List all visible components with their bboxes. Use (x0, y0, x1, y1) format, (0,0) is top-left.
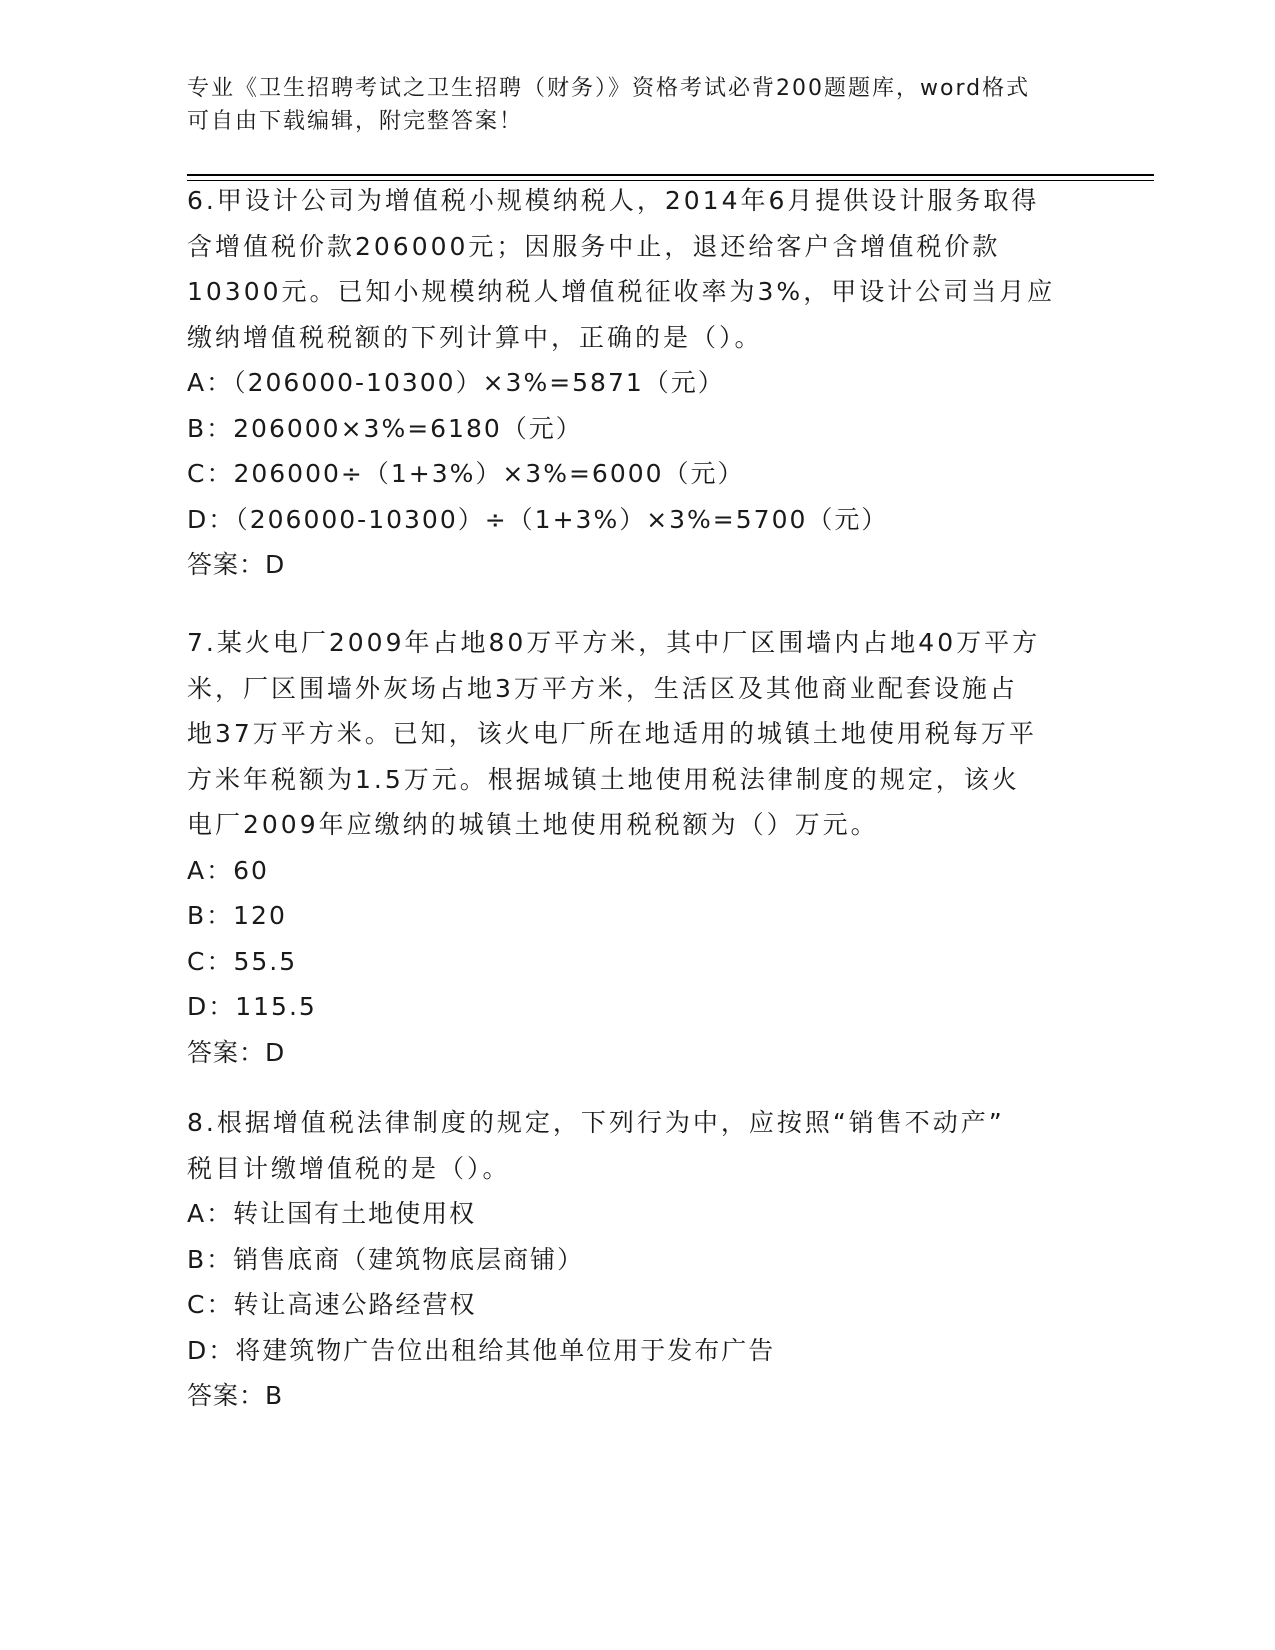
question-text-line: 税目计缴增值税的是（）。 (187, 1153, 511, 1183)
question-text-line: 电厂2009年应缴纳的城镇土地使用税税额为（）万元。 (187, 810, 879, 839)
option-d: D：115.5 (187, 992, 317, 1021)
header-divider-thick (187, 174, 1154, 176)
option-c: C：转让高速公路经营权 (187, 1290, 477, 1319)
question-6 (187, 178, 1087, 588)
option-b: B：120 (187, 901, 287, 930)
option-d: D：将建筑物广告位出租给其他单位用于发布广告 (187, 1335, 776, 1365)
question-text-line: 含增值税价款206000元；因服务中止，退还给客户含增值税价款 (187, 231, 1001, 261)
option-b: B：销售底商（建筑物底层商铺） (187, 1244, 585, 1274)
answer: 答案：D (187, 1037, 286, 1067)
question-text-line: 方米年税额为1.5万元。根据城镇土地使用税法律制度的规定，该火 (187, 764, 1020, 794)
question-text-line: 地37万平方米。已知，该火电厂所在地适用的城镇土地使用税每万平 (187, 719, 1037, 748)
option-b: B：206000×3%=6180（元） (187, 413, 583, 443)
option-d: D：（206000-10300）÷（1+3%）×3%=5700（元） (187, 504, 889, 534)
question-8 (187, 1100, 1087, 1419)
question-text-line: 8.根据增值税法律制度的规定，下列行为中，应按照“销售不动产” (187, 1108, 1005, 1137)
header-line-2: 可自由下载编辑，附完整答案！ (187, 109, 524, 134)
answer: 答案：D (187, 550, 286, 579)
header-line-1: 专业《卫生招聘考试之卫生招聘（财务）》资格考试必背200题题库，word格式 (187, 76, 1031, 101)
option-c: C：206000÷（1+3%）×3%=6000（元） (187, 459, 745, 488)
answer: 答案：B (187, 1381, 284, 1410)
question-text-line: 缴纳增值税税额的下列计算中，正确的是（）。 (187, 322, 763, 352)
option-a: A：转让国有土地使用权 (187, 1199, 477, 1228)
option-c: C：55.5 (187, 946, 298, 976)
document-header (187, 72, 1067, 138)
question-text-line: 米，厂区围墙外灰场占地3万平方米，生活区及其他商业配套设施占 (187, 673, 1018, 703)
option-a: A：（206000-10300）×3%=5871（元） (187, 368, 725, 397)
question-text-line: 10300元。已知小规模纳税人增值税征收率为3%，甲设计公司当月应 (187, 277, 1056, 306)
option-a: A：60 (187, 855, 269, 885)
question-text-line: 7.某火电厂2009年占地80万平方米，其中厂区围墙内占地40万平方 (187, 628, 1041, 657)
question-text-line: 6.甲设计公司为增值税小规模纳税人，2014年6月提供设计服务取得 (187, 186, 1040, 215)
question-7 (187, 620, 1087, 1075)
